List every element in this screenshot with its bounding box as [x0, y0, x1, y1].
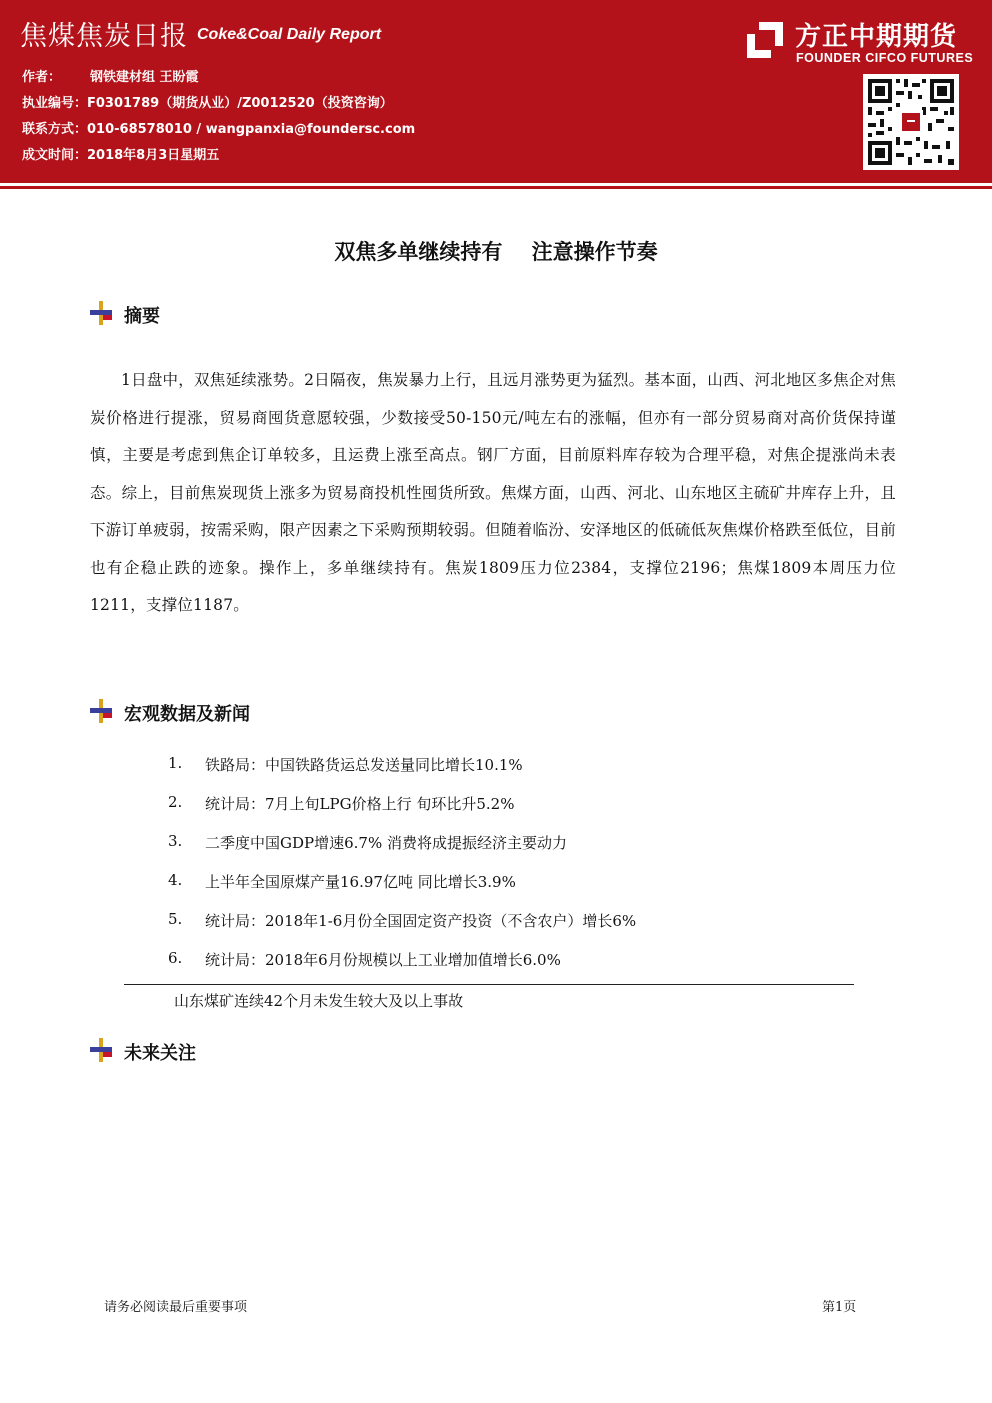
news-text: 统计局：7月上旬LPG价格上行 旬环比升5.2%: [205, 795, 515, 813]
report-header: [0, 0, 992, 183]
section-bullet-icon: [90, 1038, 112, 1062]
license-number: 执业编号：F0301789（期货从业）/Z0012520（投资咨询）: [22, 96, 393, 111]
author-row: [22, 66, 199, 85]
founder-logo-icon: [745, 20, 785, 60]
news-number: 4.: [168, 871, 183, 889]
document-title: 双焦多单继续持有 注意操作节奏: [334, 240, 658, 264]
report-title-cn: 焦煤焦炭日报: [20, 21, 188, 52]
header-divider: [0, 186, 992, 189]
section-bullet-icon: [90, 699, 112, 723]
news-footnote: 山东煤矿连续42个月未发生较大及以上事故: [174, 992, 464, 1010]
news-text: 统计局：2018年1-6月份全国固定资产投资（不含农户）增长6%: [205, 912, 637, 930]
news-number: 1.: [168, 754, 183, 772]
company-name-en: FOUNDER CIFCO FUTURES: [796, 51, 974, 65]
news-number: 6.: [168, 949, 183, 967]
contact-info: 联系方式：010-68578010 / wangpanxia@foundersc.com: [22, 122, 416, 137]
news-text: 统计局：2018年6月份规模以上工业增加值增长6.0%: [205, 951, 561, 969]
author-label: 作者：: [22, 70, 62, 85]
company-name-cn: 方正中期期货: [795, 22, 958, 52]
footnote-divider: [124, 984, 854, 985]
news-number: 3.: [168, 832, 183, 850]
news-text: 铁路局：中国铁路货运总发送量同比增长10.1%: [205, 756, 523, 774]
report-title-en: Coke&Coal Daily Report: [197, 26, 382, 43]
footer-notice: 请务必阅读最后重要事项: [104, 1300, 248, 1315]
news-text: 二季度中国GDP增速6.7% 消费将成提振经济主要动力: [205, 834, 567, 852]
news-text: 上半年全国原煤产量16.97亿吨 同比增长3.9%: [205, 873, 516, 891]
summary-heading: 摘要: [124, 306, 160, 327]
publish-date: 成文时间：2018年8月3日星期五: [22, 148, 220, 163]
author-value: 钢铁建材组 王盼霞: [90, 70, 199, 85]
page-number: 第1页: [822, 1300, 857, 1315]
section-bullet-icon: [90, 301, 112, 325]
qr-code-icon: [863, 74, 959, 170]
macro-heading: 宏观数据及新闻: [124, 704, 250, 725]
summary-paragraph: 1日盘中，双焦延续涨势。2日隔夜，焦炭暴力上行，且远月涨势更为猛烈。基本面，山西、河北地区多焦企对焦炭价格进行提涨，贸易商囤货意愿较强，少数接受50-150元/吨左右的涨幅，但亦有一部分贸易商对高价货保持谨慎，主要是考虑到焦企订单较多，且运费上涨至高点。钢厂方面，目前原料库存较为合理平稳，对焦企提涨尚未表态。综上，目前焦炭现货上涨多为贸易商投机性囤货所致。焦煤方面，山西、河北、山东地区主硫矿井库存上升，且下游订单疲弱，按需采购，限产因素之下采购预期较弱。但随着临汾、安泽地区的低硫低灰焦煤价格跌至低位，目前也有企稳止跌的迹象。操作上，多单继续持有。焦炭1809压力位2384，支撑位2196；焦煤1809本周压力位1211，支撑位1187。: [90, 371, 896, 614]
future-heading: 未来关注: [124, 1043, 196, 1064]
news-number: 5.: [168, 910, 183, 928]
news-number: 2.: [168, 793, 183, 811]
